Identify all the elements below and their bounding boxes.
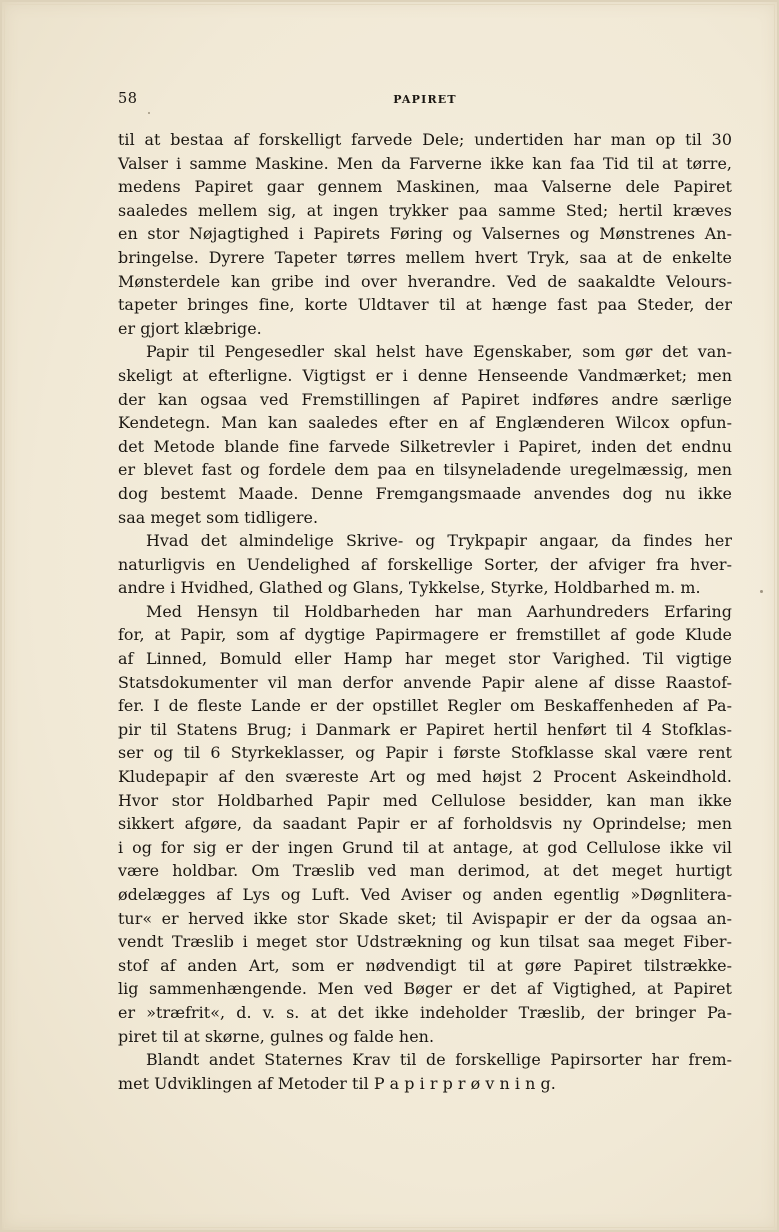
text-line: tur« er herved ikke stor Skade sket; til Avispapir er der da ogsaa an- xyxy=(118,908,732,928)
text-line: i og for sig er der ingen Grund til at antage, at god Cellulose ikke vil xyxy=(118,837,732,857)
page-header xyxy=(118,91,732,109)
text-line: saaledes mellem sig, at ingen trykker paa samme Sted; hertil kræves xyxy=(118,200,732,220)
text-line: er blevet fast og fordele dem paa en tilsyneladende uregelmæssig, men xyxy=(118,460,732,480)
text-line: met Udviklingen af Metoder til P a p i r p r ø v n i n g. xyxy=(118,1073,556,1093)
text-line: Statsdokumenter vil man derfor anvende Papir alene af disse Raastof- xyxy=(118,672,732,692)
text-line: vendt Træslib i meget stor Udstrækning og kun tilsat saa meget Fiber- xyxy=(118,932,732,952)
text-line: Blandt andet Staternes Krav til de forskellige Papirsorter har frem- xyxy=(146,1050,732,1070)
text-line: Med Hensyn til Holdbarheden har man Aarhundreders Erfaring xyxy=(146,601,732,621)
text-line: stof af anden Art, som er nødvendigt til at gøre Papiret tilstrække- xyxy=(118,955,732,975)
paper-speck xyxy=(148,112,150,114)
text-line: Hvad det almindelige Skrive- og Trykpapir angaar, da findes her xyxy=(146,531,732,551)
text-line: lig sammenhængende. Men ved Bøger er det af Vigtighed, at Papiret xyxy=(118,979,732,999)
text-line: Hvor stor Holdbarhed Papir med Cellulose besidder, kan man ikke xyxy=(118,790,732,810)
text-line: Kendetegn. Man kan saaledes efter en af Englænderen Wilcox opfun- xyxy=(118,413,732,433)
text-line: af Linned, Bomuld eller Hamp har meget stor Varighed. Til vigtige xyxy=(118,649,732,669)
body-text xyxy=(118,128,732,1095)
text-line: ser og til 6 Styrkeklasser, og Papir i første Stofklasse skal være rent xyxy=(118,743,732,763)
text-line: piret til at skørne, gulnes og falde hen. xyxy=(118,1026,435,1046)
text-line: Kludepapir af den sværeste Art og med højst 2 Procent Askeindhold. xyxy=(118,767,732,787)
text-line: ødelægges af Lys og Luft. Ved Aviser og anden egentlig »Døgnlitera- xyxy=(118,885,732,904)
text-line: skeligt at efterligne. Vigtigst er i denne Henseende Vandmærket; men xyxy=(118,365,732,385)
text-line: naturligvis en Uendelighed af forskellige Sorter, der afviger fra hver- xyxy=(118,554,732,574)
text-line: Valser i samme Maskine. Men da Farverne ikke kan faa Tid til at tørre, xyxy=(118,153,732,173)
text-line: tapeter bringes fine, korte Uldtaver til at hænge fast paa Steder, der xyxy=(118,295,732,315)
text-line: Mønsterdele kan gribe ind over hverandre. Ved de saakaldte Velours- xyxy=(118,271,732,291)
text-line: Papir til Pengesedler skal helst have Egenskaber, som gør det van- xyxy=(146,342,732,362)
text-line: fer. I de fleste Lande er der opstillet Regler om Beskaffenheden af Pa- xyxy=(118,696,732,716)
text-line: en stor Nøjagtighed i Papirets Føring og Valsernes og Mønstrenes An- xyxy=(118,224,732,244)
text-line: det Metode blande fine farvede Silketrevler i Papiret, inden det endnu xyxy=(118,436,732,456)
text-line: til at bestaa af forskelligt farvede Dele; undertiden har man op til 30 xyxy=(118,130,732,149)
text-line: for, at Papir, som af dygtige Papirmagere er fremstillet af gode Klude xyxy=(118,625,732,645)
text-line: pir til Statens Brug; i Danmark er Papiret hertil henført til 4 Stofklas- xyxy=(118,719,732,739)
running-title: PAPIRET xyxy=(393,93,457,106)
text-line: sikkert afgøre, da saadant Papir er af forholdsvis ny Oprindelse; men xyxy=(118,814,732,834)
text-line: være holdbar. Om Træslib ved man derimod, at det meget hurtigt xyxy=(118,861,732,881)
text-line: medens Papiret gaar gennem Maskinen, maa Valserne dele Papiret xyxy=(118,177,732,197)
text-line: der kan ogsaa ved Fremstillingen af Papiret indføres andre særlige xyxy=(118,389,732,409)
paper-speck xyxy=(760,590,763,593)
text-line: dog bestemt Maade. Denne Fremgangsmaade anvendes dog nu ikke xyxy=(118,483,732,503)
text-line: er »træfrit«, d. v. s. at det ikke indeholder Træslib, der bringer Pa- xyxy=(118,1002,732,1022)
text-line: saa meget som tidligere. xyxy=(118,507,319,527)
text-line: bringelse. Dyrere Tapeter tørres mellem hvert Tryk, saa at de enkelte xyxy=(118,247,732,267)
text-line: andre i Hvidhed, Glathed og Glans, Tykkelse, Styrke, Holdbarhed m. m. xyxy=(118,578,701,598)
text-line: er gjort klæbrige. xyxy=(118,318,262,338)
page-number: 58 xyxy=(118,91,138,107)
